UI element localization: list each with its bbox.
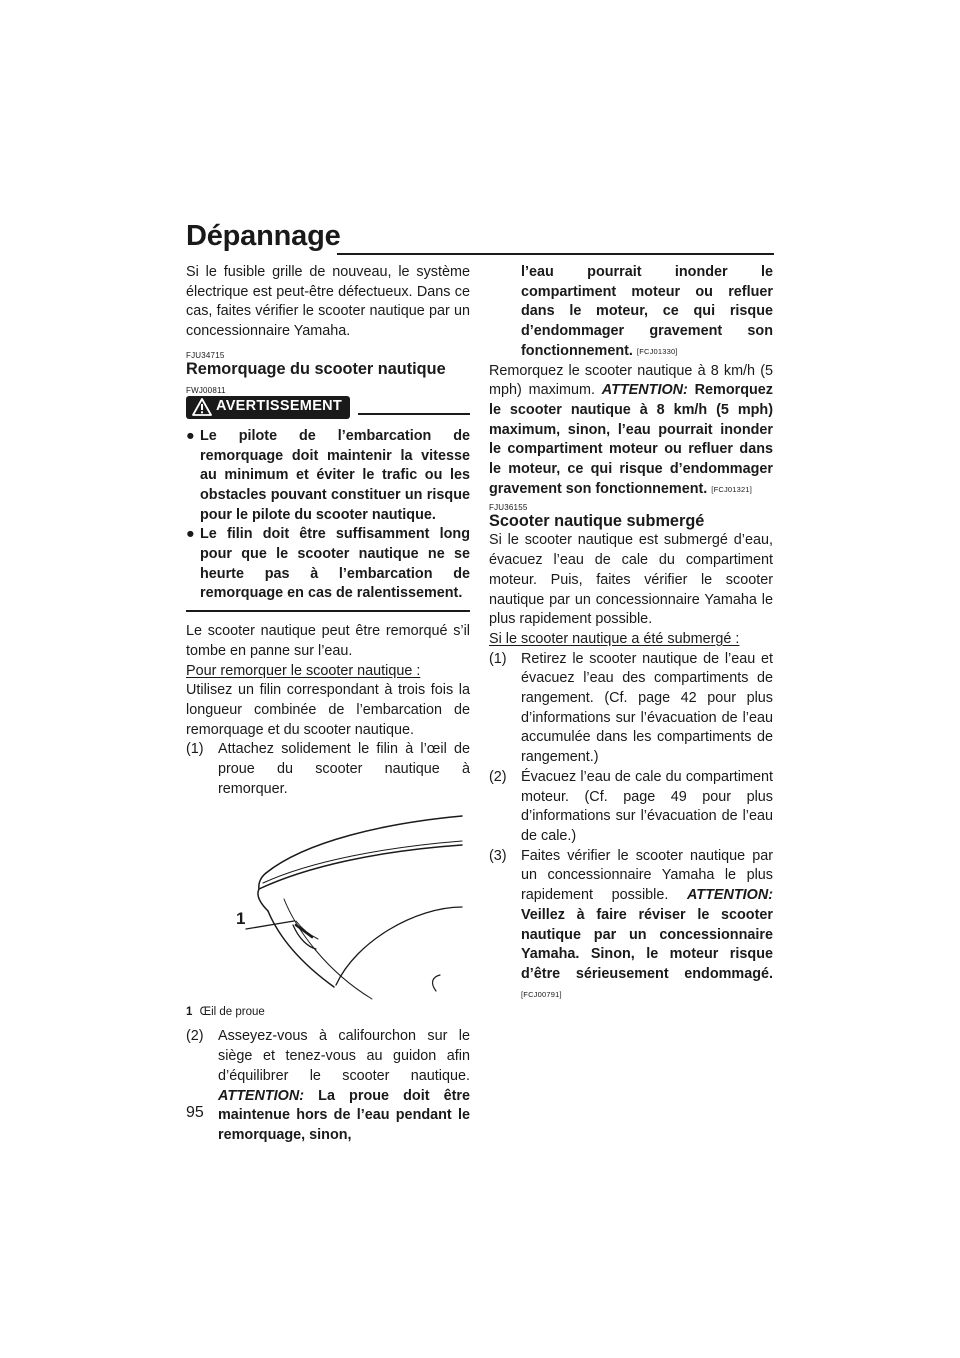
attention-label: ATTENTION: — [601, 382, 688, 399]
warning-badge — [186, 396, 350, 419]
bullet-dot-icon: ● — [186, 427, 195, 444]
section-heading-towing: Remorquage du scooter nautique — [186, 359, 446, 378]
caution-code: [FCJ01330] — [636, 346, 678, 356]
page-number: 95 — [186, 1104, 204, 1121]
title-rule — [337, 253, 774, 255]
warning-label: AVERTISSEMENT — [216, 398, 343, 415]
right-column — [489, 263, 773, 1004]
attention-text: Remorquez le scooter nautique à 8 km/h (5 mph) maximum, sinon, l’eau pourrait inonder le compartiment moteur ou refluer dans le moteur, ce qui risque d’endommager gravement son fonctionnement. — [489, 382, 774, 497]
submerged-paragraph: Si le scooter nautique est submergé d’eau, évacuez l’eau de cale du compartiment moteur. Puis, faites vérifier le scooter nautique par un concessionnaire Yamaha le plus rapidement possible. — [489, 532, 773, 628]
warning-code: FWJ00811 — [186, 385, 226, 395]
step-number: (1) — [186, 741, 204, 758]
towing-paragraph: Le scooter nautique peut être remorqué s’il tombe en panne sur l’eau. — [186, 623, 470, 659]
bow-eye-drawing — [186, 811, 470, 1001]
towing-instruction: Utilisez un filin correspondant à trois fois la longueur combinée de l’embarcation de remorquage et du scooter nautique. — [186, 682, 470, 738]
figure-callout: 1 — [236, 909, 246, 929]
warning-bullet-text: Le filin doit être suffisamment long pour que le scooter nautique ne se heurte pas à l’embarcation de remorquage en cas de ralentissement. — [200, 526, 470, 602]
step-number: (2) — [186, 1028, 204, 1045]
bullet-dot-icon: ● — [186, 526, 195, 543]
towing-subtitle: Pour remorquer le scooter nautique : — [186, 662, 421, 679]
warning-rule — [358, 413, 470, 415]
step-text: Faites vérifier le scooter nautique par un concessionnaire Yamaha le plus rapidement possible. ATTENTION: Veillez à faire réviser le scooter nautique par un concessionnaire Yamaha. Sinon, le moteur risque d’être sérieusement endommagé. [FCJ00791] — [521, 847, 774, 999]
left-column — [186, 263, 470, 1146]
step-number: (2) — [489, 768, 507, 785]
figure-caption — [186, 1005, 470, 1019]
step-number: (1) — [489, 650, 507, 667]
warning-end-rule — [186, 610, 470, 612]
step-plain-text: Asseyez-vous à califourchon sur le siège et tenez-vous au guidon afin d’équilibrer le scooter nautique. — [218, 1028, 470, 1084]
caption-number: 1 — [186, 1006, 193, 1019]
step-text: Retirez le scooter nautique de l’eau et évacuez l’eau des compartiments de rangement. (Cf. page 42 pour plus d’informations sur l’évacuation de l’eau accumulée dans les compartiments de rangement.) — [521, 650, 773, 766]
warning-bullet — [186, 427, 470, 526]
submerged-step-3 — [489, 847, 773, 1005]
warning-header — [186, 396, 470, 419]
warning-bullet-text: Le pilote de l’embarcation de remorquage doit maintenir la vitesse au minimum et éviter le trafic ou les obstacles pouvant constituer un risque pour le pilote du scooter nautique. — [200, 427, 470, 523]
intro-paragraph: Si le fusible grille de nouveau, le système électrique est peut-être défectueux. Dans ce cas, faites vérifier le scooter nautique par un concessionnaire Yamaha. — [186, 264, 470, 340]
caution-code: [FCJ00791] — [521, 989, 562, 999]
submerged-step-2 — [489, 768, 773, 847]
warning-bullet — [186, 525, 470, 604]
step-text: Attachez solidement le filin à l’œil de proue du scooter nautique à remorquer. — [218, 741, 470, 797]
section-code: FJU34715 — [186, 350, 225, 360]
attention-text: La proue doit être maintenue hors de l’eau pendant le remorquage, sinon, — [218, 1087, 470, 1143]
attention-label: ATTENTION: — [686, 887, 774, 904]
page-title: Dépannage — [186, 220, 341, 252]
towing-step-1 — [186, 740, 470, 799]
warning-triangle-icon — [192, 398, 212, 416]
caution-code: [FCJ01321] — [711, 484, 753, 494]
towing-step-2 — [186, 1027, 470, 1145]
attention-text: Veillez à faire réviser le scooter nautique par un concessionnaire Yamaha. Sinon, le moteur risque d’être sérieusement endommagé. — [521, 906, 773, 982]
attention-label: ATTENTION: — [218, 1087, 305, 1104]
submerged-step-1 — [489, 650, 773, 768]
caption-text: Œil de proue — [199, 1006, 265, 1019]
bow-eye-illustration — [186, 811, 470, 1001]
towing-step-2-continued — [489, 263, 773, 362]
step-text: Évacuez l’eau de cale du compartiment moteur. (Cf. page 49 pour plus d’informations sur l’évacuation de l’eau de cale.) — [521, 768, 773, 844]
step-number: (3) — [489, 847, 507, 864]
section-code: FJU36155 — [489, 503, 528, 513]
section-heading-submerged: Scooter nautique submergé — [489, 512, 705, 531]
step-text — [218, 1027, 470, 1145]
attention-text: l’eau pourrait inonder le compartiment moteur ou refluer dans le moteur, ce qui risque d’endommager gravement son fonctionnement. [FCJ01330] — [521, 264, 773, 359]
submerged-subtitle: Si le scooter nautique a été submergé : — [489, 630, 740, 647]
warning-body — [186, 419, 470, 604]
speed-paragraph: Remorquez le scooter nautique à 8 km/h (5 mph) maximum. ATTENTION: Remorquez le scooter nautique à 8 km/h (5 mph) maximum, sinon, l’eau pourrait inonder le compartiment moteur ou refluer dans le moteur, ce qui risque d’endommager gravement son fonctionnement. [FCJ01321] — [489, 362, 774, 497]
